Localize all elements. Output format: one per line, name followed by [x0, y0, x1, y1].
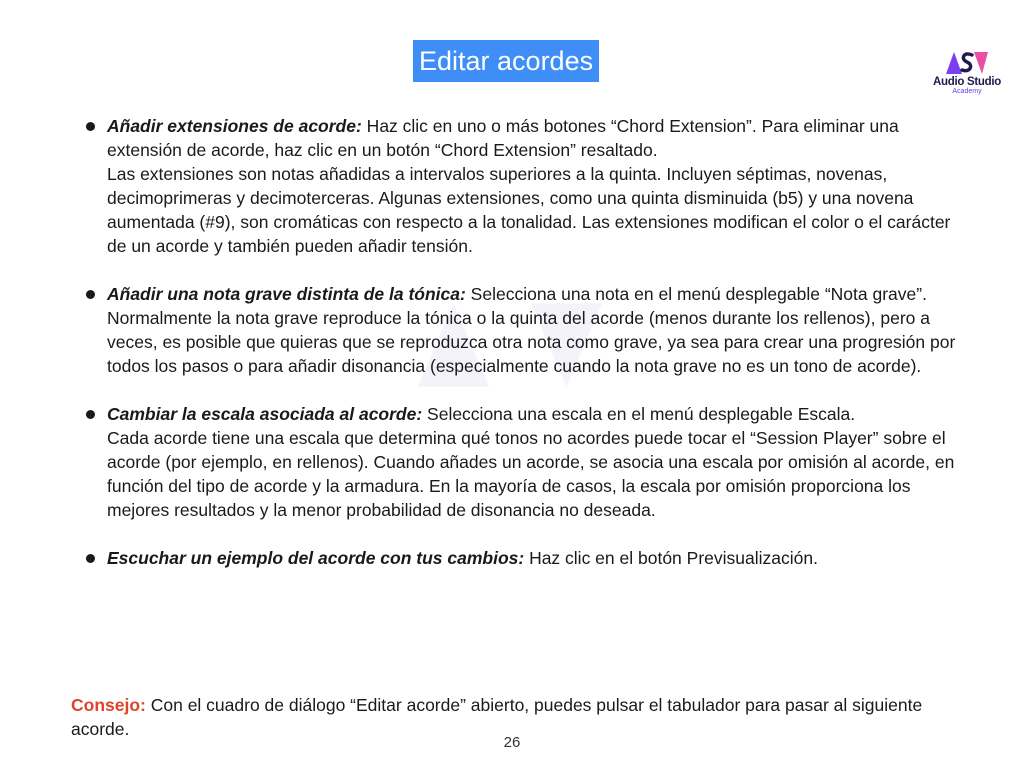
brand-logo: [930, 48, 1004, 104]
item-text: Haz clic en uno o más botones “Chord Extension”. Para eliminar una extensión de acorde, haz clic en un botón “Chord Extension” resaltado.: [107, 116, 899, 160]
list-item: [86, 546, 966, 570]
page-title: Editar acordes: [413, 40, 599, 82]
item-text: Selecciona una nota en el menú desplegable “Nota grave”.: [465, 284, 927, 304]
item-lead: Escuchar un ejemplo del acorde con tus cambios:: [107, 548, 525, 568]
item-lead: Añadir una nota grave distinta de la tónica:: [107, 284, 466, 304]
tip-label: Consejo:: [71, 695, 146, 715]
logo-name: Audio Studio: [933, 76, 1001, 88]
logo-subtitle: Academy: [952, 88, 982, 95]
item-text: Haz clic en el botón Previsualización.: [524, 548, 818, 568]
asa-logo-icon: [945, 48, 989, 76]
bullet-list: [86, 114, 966, 570]
item-detail: Normalmente la nota grave reproduce la tónica o la quinta del acorde (menos durante los rellenos), pero a veces, es posible que quieras que se reproduzca otra nota como grave, ya sea para crear una progresión por todos los pasos o para añadir disonancia (especialmente cuando la nota grave no es un tono de acorde).: [107, 308, 956, 376]
tip-text: Con el cuadro de diálogo “Editar acorde” abierto, puedes pulsar el tabulador para pasar al siguiente acorde.: [71, 695, 923, 739]
bullet-content: [86, 114, 966, 594]
item-lead: Añadir extensiones de acorde:: [107, 116, 362, 136]
item-detail: Cada acorde tiene una escala que determina qué tonos no acordes puede tocar el “Session Player” sobre el acorde (por ejemplo, en rellenos). Cuando añades un acorde, se asocia una escala por omisión al acorde, en función del tipo de acorde y la armadura. En la mayoría de casos, la escala por omisión proporciona los mejores resultados y la menor probabilidad de disonancia no deseada.: [107, 428, 955, 520]
item-text: Selecciona una escala en el menú desplegable Escala.: [422, 404, 856, 424]
page-number: 26: [503, 734, 521, 751]
list-item: [86, 282, 966, 378]
list-item: [86, 402, 966, 522]
item-detail: Las extensiones son notas añadidas a intervalos superiores a la quinta. Incluyen séptimas, novenas, decimoprimeras y decimoterceras. Algunas extensiones, como una quinta disminuida (b5) y una novena aumentada (#9), son cromáticas con respecto a la tonalidad. Las extensiones modifican el color o el carácter de un acorde y también pueden añadir tensión.: [107, 164, 951, 256]
item-lead: Cambiar la escala asociada al acorde:: [107, 404, 423, 424]
list-item: [86, 114, 966, 258]
